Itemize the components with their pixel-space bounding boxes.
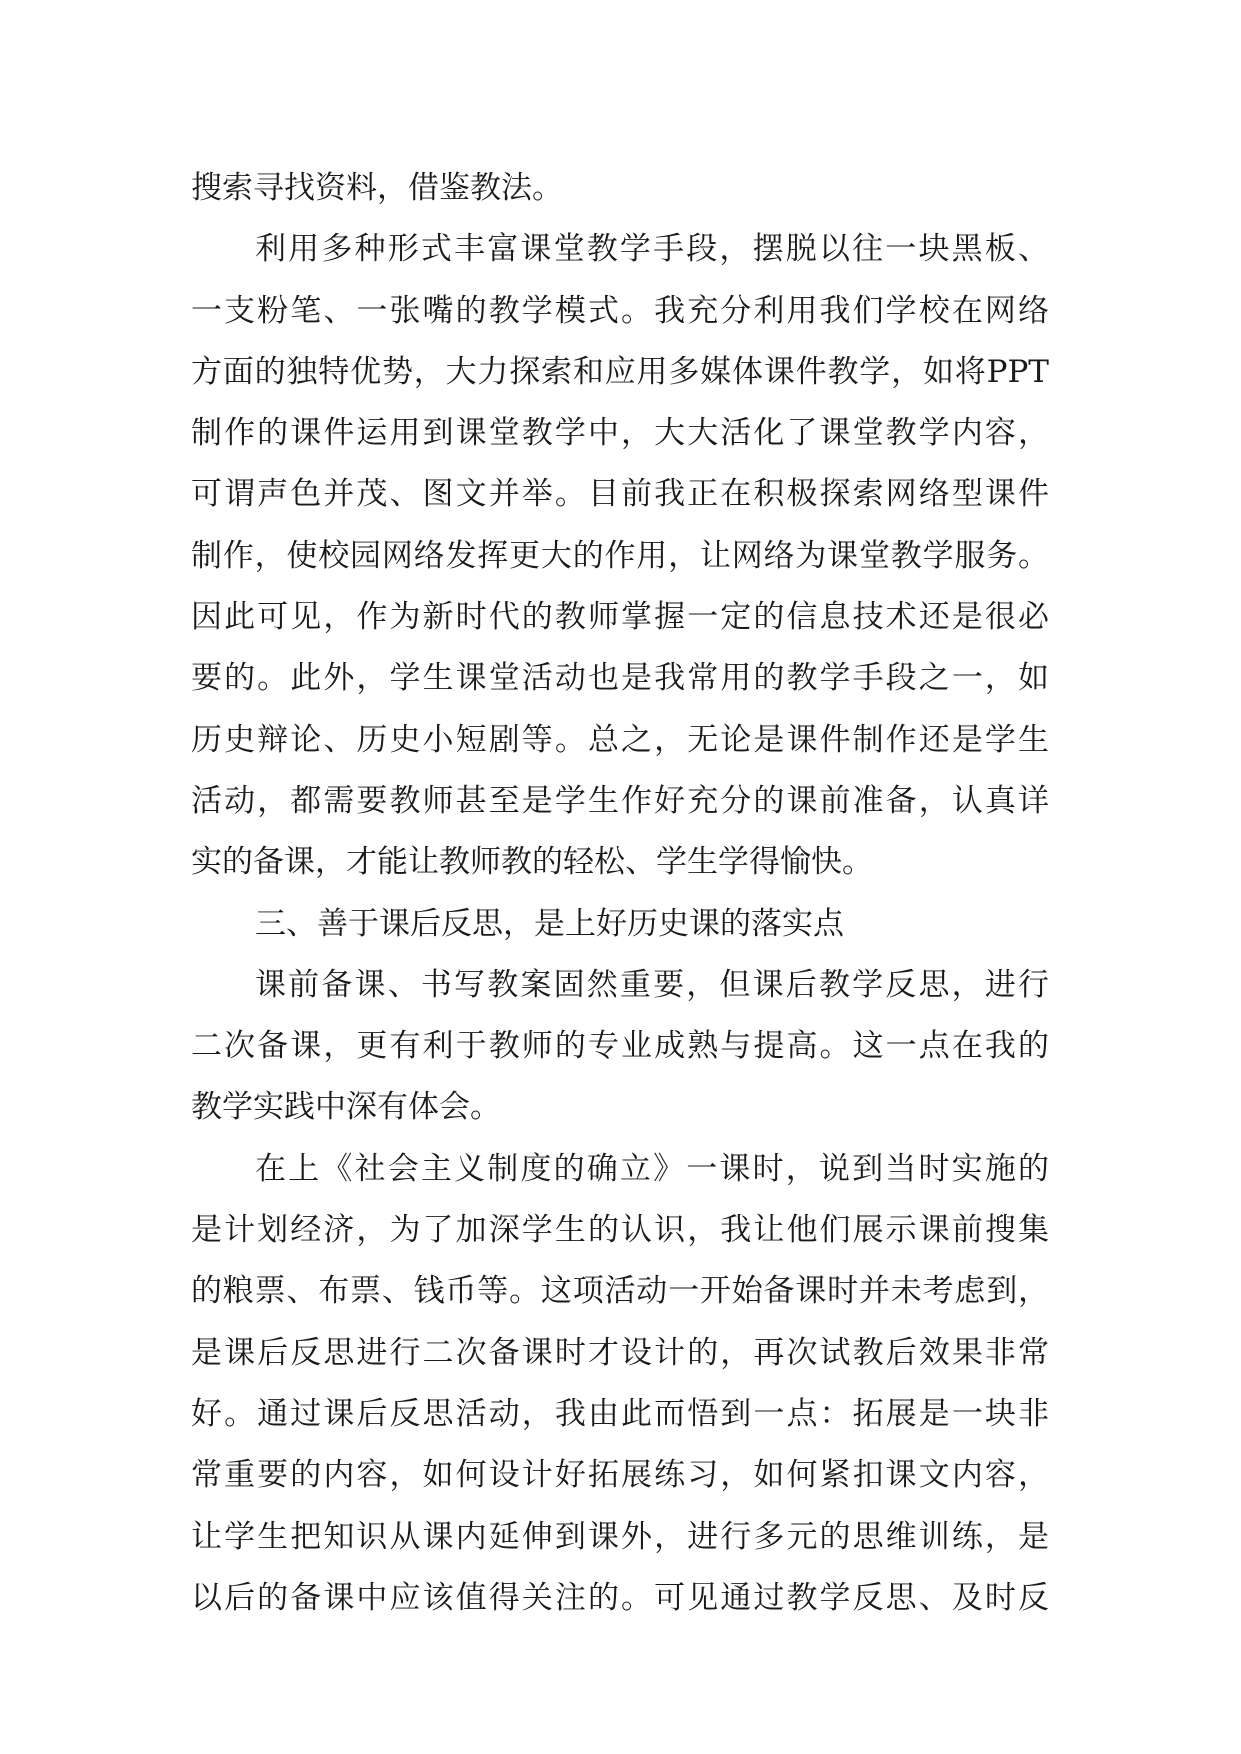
text-line: 让学生把知识从课内延伸到课外，进行多元的思维训练，是 <box>191 1518 1049 1555</box>
paragraph-teaching-methods <box>191 219 1049 893</box>
text-line: 要的。此外，学生课堂活动也是我常用的教学手段之一，如 <box>191 660 1049 697</box>
text-line: 制作，使校园网络发挥更大的作用，让网络为课堂教学服务。 <box>191 537 1049 574</box>
text-line: 教学实践中深有体会。 <box>191 1089 501 1126</box>
document-body <box>191 158 1049 1629</box>
section-heading-reflection <box>191 894 1049 955</box>
text-line: 搜索寻找资料，借鉴教法。 <box>191 170 563 206</box>
text-line: 实的备课，才能让教师教的轻松、学生学得愉快。 <box>191 844 873 881</box>
text-line: 制作的课件运用到课堂教学中，大大活化了课堂教学内容， <box>191 415 1049 452</box>
text-line: 二次备课，更有利于教师的专业成熟与提高。这一点在我的 <box>191 1028 1049 1065</box>
text-line: 以后的备课中应该值得关注的。可见通过教学反思、及时反 <box>191 1579 1049 1616</box>
text-line: 好。通过课后反思活动，我由此而悟到一点：拓展是一块非 <box>191 1395 1049 1432</box>
paragraph-lesson-example <box>191 1139 1049 1629</box>
section-heading: 三、善于课后反思，是上好历史课的落实点 <box>255 905 844 942</box>
text-line: 利用多种形式丰富课堂教学手段，摆脱以往一块黑板、 <box>255 231 1049 268</box>
text-line: 是计划经济，为了加深学生的认识，我让他们展示课前搜集 <box>191 1212 1049 1249</box>
text-line: 活动，都需要教师甚至是学生作好充分的课前准备，认真详 <box>191 782 1049 819</box>
text-line: 的粮票、布票、钱币等。这项活动一开始备课时并未考虑到， <box>191 1273 1049 1310</box>
text-line: 可谓声色并茂、图文并举。目前我正在积极探索网络型课件 <box>191 476 1049 513</box>
text-line: 课前备课、书写教案固然重要，但课后教学反思，进行 <box>255 966 1049 1003</box>
text-line: 在上《社会主义制度的确立》一课时，说到当时实施的 <box>255 1150 1049 1187</box>
text-line: 是课后反思进行二次备课时才设计的，再次试教后效果非常 <box>191 1334 1049 1371</box>
text-line: 方面的独特优势，大力探索和应用多媒体课件教学，如将PPT <box>191 353 1049 390</box>
text-line: 因此可见，作为新时代的教师掌握一定的信息技术还是很必 <box>191 599 1049 636</box>
text-line: 常重要的内容，如何设计好拓展练习，如何紧扣课文内容， <box>191 1457 1049 1494</box>
text-line: 一支粉笔、一张嘴的教学模式。我充分利用我们学校在网络 <box>191 292 1049 329</box>
paragraph-resource-search <box>191 158 1049 219</box>
paragraph-reflection-importance <box>191 955 1049 1139</box>
text-line: 历史辩论、历史小短剧等。总之，无论是课件制作还是学生 <box>191 721 1049 758</box>
